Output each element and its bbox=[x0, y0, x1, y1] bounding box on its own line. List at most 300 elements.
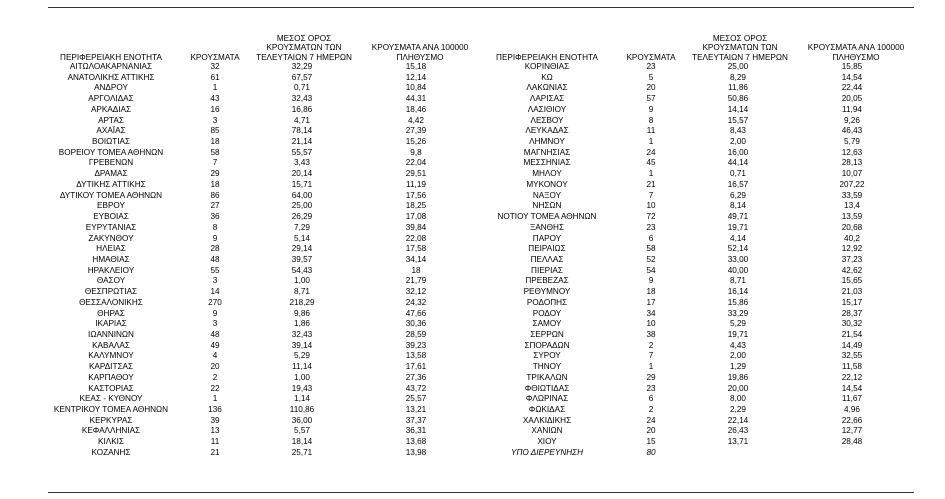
per-100k-cell: 5,79 bbox=[844, 137, 860, 147]
per-100k-cell: 40,2 bbox=[844, 233, 860, 243]
per-100k-cell: 22,04 bbox=[405, 158, 427, 168]
cases-cell: 18 bbox=[210, 137, 220, 147]
table-row bbox=[474, 191, 914, 202]
table-row bbox=[474, 158, 914, 169]
per-100k-cell: 32,12 bbox=[405, 287, 427, 297]
region-cell: ΧΙΟΥ bbox=[537, 437, 557, 447]
avg-7-days-cell: 25,71 bbox=[291, 447, 313, 457]
table-row bbox=[38, 137, 478, 148]
region-cell: ΚΑΣΤΟΡΙΑΣ bbox=[88, 383, 134, 393]
region-cell: ΚΩ bbox=[541, 72, 553, 82]
per-100k-cell: 14,54 bbox=[841, 383, 863, 393]
avg-7-days-cell: 15,57 bbox=[727, 115, 749, 125]
table-row bbox=[38, 266, 478, 277]
table-row bbox=[474, 62, 914, 73]
per-100k-cell: 22,08 bbox=[405, 233, 427, 243]
region-cell: ΜΑΓΝΗΣΙΑΣ bbox=[523, 147, 571, 157]
region-cell: ΧΑΛΚΙΔΙΚΗΣ bbox=[522, 415, 572, 425]
avg-7-days-cell: 26,43 bbox=[727, 426, 749, 436]
cases-cell: 1 bbox=[648, 169, 654, 179]
per-100k-cell: 22,44 bbox=[841, 83, 863, 93]
cases-cell: 15 bbox=[646, 437, 656, 447]
avg-7-days-cell: 6,29 bbox=[730, 190, 746, 200]
cases-cell: 1 bbox=[212, 83, 218, 93]
region-cell: ΣΠΟΡΑΔΩΝ bbox=[524, 340, 570, 350]
avg-7-days-cell: 0,71 bbox=[294, 83, 310, 93]
avg-7-days-cell: 33,29 bbox=[727, 308, 749, 318]
table-row bbox=[474, 266, 914, 277]
avg-7-days-cell: 44,14 bbox=[727, 158, 749, 168]
per-100k-cell: 13,58 bbox=[405, 351, 427, 361]
cases-cell: 39 bbox=[210, 415, 220, 425]
cases-cell: 9 bbox=[648, 276, 654, 286]
header-avg-7-days: ΜΕΣΟΣ ΟΡΟΣ ΚΡΟΥΣΜΑΤΩΝ ΤΩΝ ΤΕΛΕΥΤΑΙΩΝ 7 ΗΜΕΡΩΝ bbox=[256, 34, 352, 62]
table-row bbox=[474, 298, 914, 309]
cases-cell: 49 bbox=[210, 340, 220, 350]
region-cell: ΕΥΡΥΤΑΝΙΑΣ bbox=[85, 222, 137, 232]
avg-7-days-cell: 1,29 bbox=[730, 362, 746, 372]
cases-cell: 6 bbox=[648, 233, 654, 243]
per-100k-cell: 15,26 bbox=[405, 137, 427, 147]
table-row bbox=[38, 83, 478, 94]
avg-7-days-cell: 32,43 bbox=[291, 94, 313, 104]
per-100k-cell: 15,18 bbox=[405, 62, 427, 71]
table-row bbox=[38, 148, 478, 159]
region-cell: ΖΑΚΥΝΘΟΥ bbox=[88, 233, 134, 243]
avg-7-days-cell: 8,71 bbox=[730, 276, 746, 286]
cases-cell: 58 bbox=[210, 147, 220, 157]
region-cell: ΝΑΞΟΥ bbox=[532, 190, 562, 200]
cases-cell: 22 bbox=[210, 383, 220, 393]
table-row bbox=[38, 180, 478, 191]
per-100k-cell: 18,46 bbox=[405, 104, 427, 114]
per-100k-cell: 13,68 bbox=[405, 437, 427, 447]
region-cell: ΑΡΓΟΛΙΔΑΣ bbox=[88, 94, 134, 104]
per-100k-cell: 29,51 bbox=[405, 169, 427, 179]
table-row bbox=[474, 255, 914, 266]
region-cell: ΠΑΡΟΥ bbox=[532, 233, 562, 243]
table-row bbox=[474, 244, 914, 255]
table-row bbox=[38, 255, 478, 266]
cases-cell: 9 bbox=[648, 104, 654, 114]
bottom-rule bbox=[48, 492, 914, 493]
avg-7-days-cell: 64,00 bbox=[291, 190, 313, 200]
cases-cell: 54 bbox=[646, 265, 656, 275]
cases-cell: 55 bbox=[210, 265, 220, 275]
table-row bbox=[474, 83, 914, 94]
table-row bbox=[38, 244, 478, 255]
cases-cell: 270 bbox=[208, 297, 222, 307]
cases-cell: 136 bbox=[208, 405, 222, 414]
table-row bbox=[474, 394, 914, 405]
avg-7-days-cell: 18,14 bbox=[291, 437, 313, 447]
cases-cell: 2 bbox=[648, 405, 654, 414]
region-cell: ΕΥΒΟΙΑΣ bbox=[93, 212, 129, 222]
cases-cell: 48 bbox=[210, 254, 220, 264]
region-cell: ΠΕΛΛΑΣ bbox=[530, 254, 564, 264]
table-row bbox=[38, 437, 478, 448]
cases-cell: 20 bbox=[210, 362, 220, 372]
table-row bbox=[474, 384, 914, 395]
region-cell: ΜΥΚΟΝΟΥ bbox=[526, 179, 568, 189]
per-100k-cell: 13,59 bbox=[841, 212, 863, 222]
cases-cell: 7 bbox=[648, 351, 654, 361]
per-100k-cell: 22,66 bbox=[841, 415, 863, 425]
per-100k-cell: 39,84 bbox=[405, 222, 427, 232]
per-100k-cell: 47,66 bbox=[405, 308, 427, 318]
table-row bbox=[474, 180, 914, 191]
per-100k-cell: 33,59 bbox=[841, 190, 863, 200]
per-100k-cell: 17,58 bbox=[405, 244, 427, 254]
cases-cell: 86 bbox=[210, 190, 220, 200]
per-100k-cell: 20,05 bbox=[841, 94, 863, 104]
region-cell: ΒΟΙΩΤΙΑΣ bbox=[91, 137, 131, 147]
cases-cell: 23 bbox=[646, 222, 656, 232]
table-row bbox=[474, 309, 914, 320]
region-cell: ΛΕΥΚΑΔΑΣ bbox=[525, 126, 569, 136]
cases-cell: 8 bbox=[648, 115, 654, 125]
cases-cell: 21 bbox=[210, 447, 220, 457]
per-100k-cell: 22,12 bbox=[841, 372, 863, 382]
region-cell: ΤΡΙΚΑΛΩΝ bbox=[526, 372, 568, 382]
avg-7-days-cell: 218,29 bbox=[289, 297, 315, 307]
table-row bbox=[38, 62, 478, 73]
cases-cell: 10 bbox=[646, 201, 656, 211]
table-row bbox=[38, 201, 478, 212]
table-row bbox=[474, 276, 914, 287]
region-cell: ΑΝΑΤΟΛΙΚΗΣ ΑΤΤΙΚΗΣ bbox=[67, 72, 155, 82]
table-row bbox=[474, 94, 914, 105]
region-cell: ΛΑΡΙΣΑΣ bbox=[529, 94, 565, 104]
per-100k-cell: 14,49 bbox=[841, 340, 863, 350]
right-table bbox=[474, 26, 914, 459]
per-100k-cell: 21,03 bbox=[841, 287, 863, 297]
table-row bbox=[474, 319, 914, 330]
cases-cell: 29 bbox=[210, 169, 220, 179]
per-100k-cell: 27,39 bbox=[405, 126, 427, 136]
per-100k-cell: 46,43 bbox=[841, 126, 863, 136]
region-cell: ΡΟΔΟΠΗΣ bbox=[526, 297, 568, 307]
left-table-header bbox=[38, 26, 478, 62]
table-row bbox=[474, 148, 914, 159]
cases-cell: 7 bbox=[648, 190, 654, 200]
per-100k-cell: 34,14 bbox=[405, 254, 427, 264]
avg-7-days-cell: 19,71 bbox=[727, 329, 749, 339]
cases-cell: 6 bbox=[648, 394, 654, 404]
cases-cell: 7 bbox=[212, 158, 218, 168]
table-row bbox=[38, 405, 478, 416]
avg-7-days-cell: 15,86 bbox=[727, 297, 749, 307]
per-100k-cell: 12,92 bbox=[841, 244, 863, 254]
region-cell: ΝΗΣΩΝ bbox=[532, 201, 562, 211]
cases-cell: 16 bbox=[210, 104, 220, 114]
avg-7-days-cell: 8,14 bbox=[730, 201, 746, 211]
avg-7-days-cell: 39,14 bbox=[291, 340, 313, 350]
table-row bbox=[474, 373, 914, 384]
table-row bbox=[38, 73, 478, 84]
avg-7-days-cell: 4,71 bbox=[294, 115, 310, 125]
per-100k-cell: 30,32 bbox=[841, 319, 863, 329]
avg-7-days-cell: 32,29 bbox=[291, 62, 313, 71]
region-cell: ΙΩΑΝΝΙΝΩΝ bbox=[88, 329, 134, 339]
avg-7-days-cell: 9,86 bbox=[294, 308, 310, 318]
per-100k-cell: 18,25 bbox=[405, 201, 427, 211]
region-cell: ΗΡΑΚΛΕΙΟΥ bbox=[87, 265, 135, 275]
per-100k-cell: 27,36 bbox=[405, 372, 427, 382]
avg-7-days-cell: 25,00 bbox=[727, 62, 749, 71]
cases-cell: 45 bbox=[646, 158, 656, 168]
per-100k-cell: 28,48 bbox=[841, 437, 863, 447]
per-100k-cell: 13,4 bbox=[844, 201, 860, 211]
cases-cell: 20 bbox=[646, 426, 656, 436]
cases-cell: 3 bbox=[212, 276, 218, 286]
table-row bbox=[38, 384, 478, 395]
per-100k-cell: 21,79 bbox=[405, 276, 427, 286]
per-100k-cell: 12,77 bbox=[841, 426, 863, 436]
region-cell: ΤΗΝΟΥ bbox=[532, 362, 562, 372]
avg-7-days-cell: 16,86 bbox=[291, 104, 313, 114]
region-cell: ΛΑΣΙΘΙΟΥ bbox=[527, 104, 567, 114]
avg-7-days-cell: 1,86 bbox=[294, 319, 310, 329]
per-100k-cell: 30,36 bbox=[405, 319, 427, 329]
table-row bbox=[474, 416, 914, 427]
per-100k-cell: 28,59 bbox=[405, 329, 427, 339]
table-row bbox=[38, 287, 478, 298]
region-cell: ΠΙΕΡΙΑΣ bbox=[531, 265, 563, 275]
per-100k-cell: 17,08 bbox=[405, 212, 427, 222]
avg-7-days-cell bbox=[682, 448, 794, 459]
table-row bbox=[474, 73, 914, 84]
avg-7-days-cell: 39,57 bbox=[291, 254, 313, 264]
region-cell: ΡΟΔΟΥ bbox=[532, 308, 562, 318]
table-row bbox=[38, 298, 478, 309]
cases-cell: 9 bbox=[212, 233, 218, 243]
region-cell: ΚΙΛΚΙΣ bbox=[97, 437, 124, 447]
table-row bbox=[474, 201, 914, 212]
per-100k-cell: 37,37 bbox=[405, 415, 427, 425]
table-row bbox=[38, 94, 478, 105]
cases-cell: 9 bbox=[212, 308, 218, 318]
region-cell: ΑΧΑΪΑΣ bbox=[96, 126, 126, 136]
region-cell: ΚΑΡΠΑΘΟΥ bbox=[88, 372, 134, 382]
region-cell: ΣΑΜΟΥ bbox=[532, 319, 562, 329]
region-cell: ΔΥΤΙΚΟΥ ΤΟΜΕΑ ΑΘΗΝΩΝ bbox=[59, 190, 163, 200]
per-100k-cell: 207,22 bbox=[839, 179, 865, 189]
table-row bbox=[474, 105, 914, 116]
region-cell: ΦΘΙΩΤΙΔΑΣ bbox=[524, 383, 570, 393]
per-100k-cell: 11,67 bbox=[842, 394, 862, 404]
avg-7-days-cell: 8,00 bbox=[730, 394, 746, 404]
per-100k-cell: 12,63 bbox=[841, 147, 863, 157]
per-100k-cell: 11,58 bbox=[842, 362, 862, 372]
avg-7-days-cell: 16,00 bbox=[727, 147, 749, 157]
avg-7-days-cell: 49,71 bbox=[727, 212, 749, 222]
avg-7-days-cell: 54,43 bbox=[291, 265, 313, 275]
region-cell: ΕΒΡΟΥ bbox=[97, 201, 125, 211]
avg-7-days-cell: 3,43 bbox=[294, 158, 310, 168]
region-cell: ΦΛΩΡΙΝΑΣ bbox=[525, 394, 569, 404]
cases-cell: 29 bbox=[646, 372, 656, 382]
per-100k-cell: 36,31 bbox=[405, 426, 427, 436]
per-100k-cell: 11,19 bbox=[406, 179, 426, 189]
cases-cell: 3 bbox=[212, 319, 218, 329]
region-cell: ΘΕΣΣΑΛΟΝΙΚΗΣ bbox=[79, 297, 143, 307]
cases-cell: 28 bbox=[210, 244, 220, 254]
table-row bbox=[38, 309, 478, 320]
cases-cell: 85 bbox=[210, 126, 220, 136]
cases-cell: 23 bbox=[646, 383, 656, 393]
header-cases: ΚΡΟΥΣΜΑΤΑ bbox=[626, 52, 676, 62]
cases-cell: 72 bbox=[646, 212, 656, 222]
table-row bbox=[474, 330, 914, 341]
table-row bbox=[38, 126, 478, 137]
avg-7-days-cell: 5,29 bbox=[730, 319, 746, 329]
region-cell: ΠΡΕΒΕΖΑΣ bbox=[525, 276, 569, 286]
region-cell: ΚΟΖΑΝΗΣ bbox=[91, 447, 131, 457]
avg-7-days-cell: 19,71 bbox=[727, 222, 749, 232]
avg-7-days-cell: 16,57 bbox=[727, 179, 749, 189]
avg-7-days-cell: 29,14 bbox=[291, 244, 313, 254]
per-100k-cell: 11,94 bbox=[842, 104, 862, 114]
region-cell: ΘΗΡΑΣ bbox=[97, 308, 125, 318]
cases-cell: 23 bbox=[646, 62, 656, 71]
table-row bbox=[38, 319, 478, 330]
table-row bbox=[38, 362, 478, 373]
region-cell: ΚΑΛΥΜΝΟΥ bbox=[88, 351, 134, 361]
table-row bbox=[38, 276, 478, 287]
table-row bbox=[38, 116, 478, 127]
top-rule bbox=[48, 7, 914, 8]
header-region: ΠΕΡΙΦΕΡΕΙΑΚΗ ΕΝΟΤΗΤΑ bbox=[60, 52, 162, 62]
avg-7-days-cell: 11,14 bbox=[292, 362, 312, 372]
cases-cell: 1 bbox=[212, 394, 218, 404]
cases-cell: 21 bbox=[646, 179, 656, 189]
cases-cell: 52 bbox=[646, 254, 656, 264]
avg-7-days-cell: 20,14 bbox=[291, 169, 313, 179]
cases-cell: 17 bbox=[646, 297, 656, 307]
region-cell: ΚΕΑΣ - ΚΥΘΝΟΥ bbox=[79, 394, 143, 404]
cases-cell: 27 bbox=[210, 201, 220, 211]
table-row bbox=[38, 341, 478, 352]
avg-7-days-cell: 22,14 bbox=[727, 415, 749, 425]
avg-7-days-cell: 2,00 bbox=[730, 137, 746, 147]
region-cell: ΗΜΑΘΙΑΣ bbox=[92, 254, 130, 264]
region-cell: ΠΕΙΡΑΙΩΣ bbox=[528, 244, 566, 254]
table-row bbox=[474, 351, 914, 362]
avg-7-days-cell: 50,86 bbox=[727, 94, 749, 104]
cases-cell: 4 bbox=[212, 351, 218, 361]
region-cell: ΚΑΡΔΙΤΣΑΣ bbox=[88, 362, 134, 372]
cases-cell: 10 bbox=[646, 319, 656, 329]
avg-7-days-cell: 21,14 bbox=[291, 137, 313, 147]
per-100k-cell: 13,98 bbox=[405, 447, 427, 457]
cases-cell: 18 bbox=[646, 287, 656, 297]
avg-7-days-cell: 8,29 bbox=[730, 72, 746, 82]
cases-cell: 57 bbox=[646, 94, 656, 104]
avg-7-days-cell: 1,00 bbox=[294, 276, 310, 286]
avg-7-days-cell: 1,00 bbox=[294, 372, 310, 382]
table-row bbox=[474, 116, 914, 127]
per-100k-cell: 24,32 bbox=[405, 297, 427, 307]
avg-7-days-cell: 11,86 bbox=[728, 83, 748, 93]
region-cell: ΞΑΝΘΗΣ bbox=[529, 222, 565, 232]
per-100k-cell: 28,13 bbox=[841, 158, 863, 168]
avg-7-days-cell: 19,86 bbox=[727, 372, 749, 382]
region-cell: ΣΥΡΟΥ bbox=[533, 351, 561, 361]
table-row bbox=[474, 169, 914, 180]
region-cell: ΜΗΛΟΥ bbox=[532, 169, 562, 179]
per-100k-cell: 12,14 bbox=[405, 72, 427, 82]
region-cell: ΙΚΑΡΙΑΣ bbox=[95, 319, 127, 329]
region-cell: ΝΟΤΙΟΥ ΤΟΜΕΑ ΑΘΗΝΩΝ bbox=[497, 212, 597, 222]
region-cell: ΔΡΑΜΑΣ bbox=[94, 169, 128, 179]
cases-cell: 48 bbox=[210, 329, 220, 339]
table-row bbox=[474, 437, 914, 448]
table-row bbox=[38, 351, 478, 362]
region-cell: ΧΑΝΙΩΝ bbox=[531, 426, 563, 436]
cases-cell: 13 bbox=[210, 426, 220, 436]
per-100k-cell: 20,68 bbox=[841, 222, 863, 232]
region-cell: ΜΕΣΣΗΝΙΑΣ bbox=[523, 158, 571, 168]
left-table bbox=[38, 26, 478, 459]
cases-cell: 38 bbox=[646, 329, 656, 339]
per-100k-cell: 14,54 bbox=[841, 72, 863, 82]
cases-cell: 11 bbox=[210, 437, 220, 447]
avg-7-days-cell: 4,43 bbox=[730, 340, 746, 350]
avg-7-days-cell: 5,29 bbox=[294, 351, 310, 361]
table-row bbox=[38, 105, 478, 116]
right-table-header bbox=[474, 26, 914, 62]
cases-cell: 32 bbox=[210, 62, 220, 71]
region-cell: ΛΑΚΩΝΙΑΣ bbox=[526, 83, 568, 93]
region-cell: ΛΗΜΝΟΥ bbox=[529, 137, 565, 147]
cases-cell: 61 bbox=[210, 72, 220, 82]
cases-cell: 58 bbox=[646, 244, 656, 254]
avg-7-days-cell: 5,14 bbox=[294, 233, 310, 243]
per-100k-cell: 43,72 bbox=[405, 383, 427, 393]
per-100k-cell: 9,8 bbox=[410, 147, 422, 157]
avg-7-days-cell: 26,29 bbox=[291, 212, 313, 222]
region-cell: ΦΩΚΙΔΑΣ bbox=[528, 405, 566, 414]
table-row bbox=[474, 362, 914, 373]
header-avg-7-days: ΜΕΣΟΣ ΟΡΟΣ ΚΡΟΥΣΜΑΤΩΝ ΤΩΝ ΤΕΛΕΥΤΑΙΩΝ 7 ΗΜΕΡΩΝ bbox=[692, 34, 788, 62]
per-100k-cell: 17,61 bbox=[405, 362, 427, 372]
avg-7-days-cell: 36,00 bbox=[291, 415, 313, 425]
table-row bbox=[474, 212, 914, 223]
table-row bbox=[38, 416, 478, 427]
table-row bbox=[38, 158, 478, 169]
cases-cell: 24 bbox=[646, 415, 656, 425]
region-cell: ΚΕΝΤΡΙΚΟΥ ΤΟΜΕΑ ΑΘΗΝΩΝ bbox=[53, 405, 169, 414]
table-row bbox=[38, 330, 478, 341]
per-100k-cell: 10,84 bbox=[405, 83, 427, 93]
table-row bbox=[474, 137, 914, 148]
table-row bbox=[38, 448, 478, 459]
cases-cell: 20 bbox=[646, 83, 656, 93]
avg-7-days-cell: 14,14 bbox=[727, 104, 749, 114]
table-row bbox=[474, 426, 914, 437]
region-cell: ΑΡΚΑΔΙΑΣ bbox=[90, 104, 132, 114]
table-row bbox=[38, 373, 478, 384]
cases-cell: 1 bbox=[648, 137, 654, 147]
table-row bbox=[38, 426, 478, 437]
avg-7-days-cell: 16,14 bbox=[727, 287, 749, 297]
table-row bbox=[474, 448, 914, 459]
avg-7-days-cell: 13,71 bbox=[727, 437, 749, 447]
per-100k-cell: 32,55 bbox=[841, 351, 863, 361]
avg-7-days-cell: 25,00 bbox=[291, 201, 313, 211]
per-100k-cell: 25,57 bbox=[405, 394, 427, 404]
